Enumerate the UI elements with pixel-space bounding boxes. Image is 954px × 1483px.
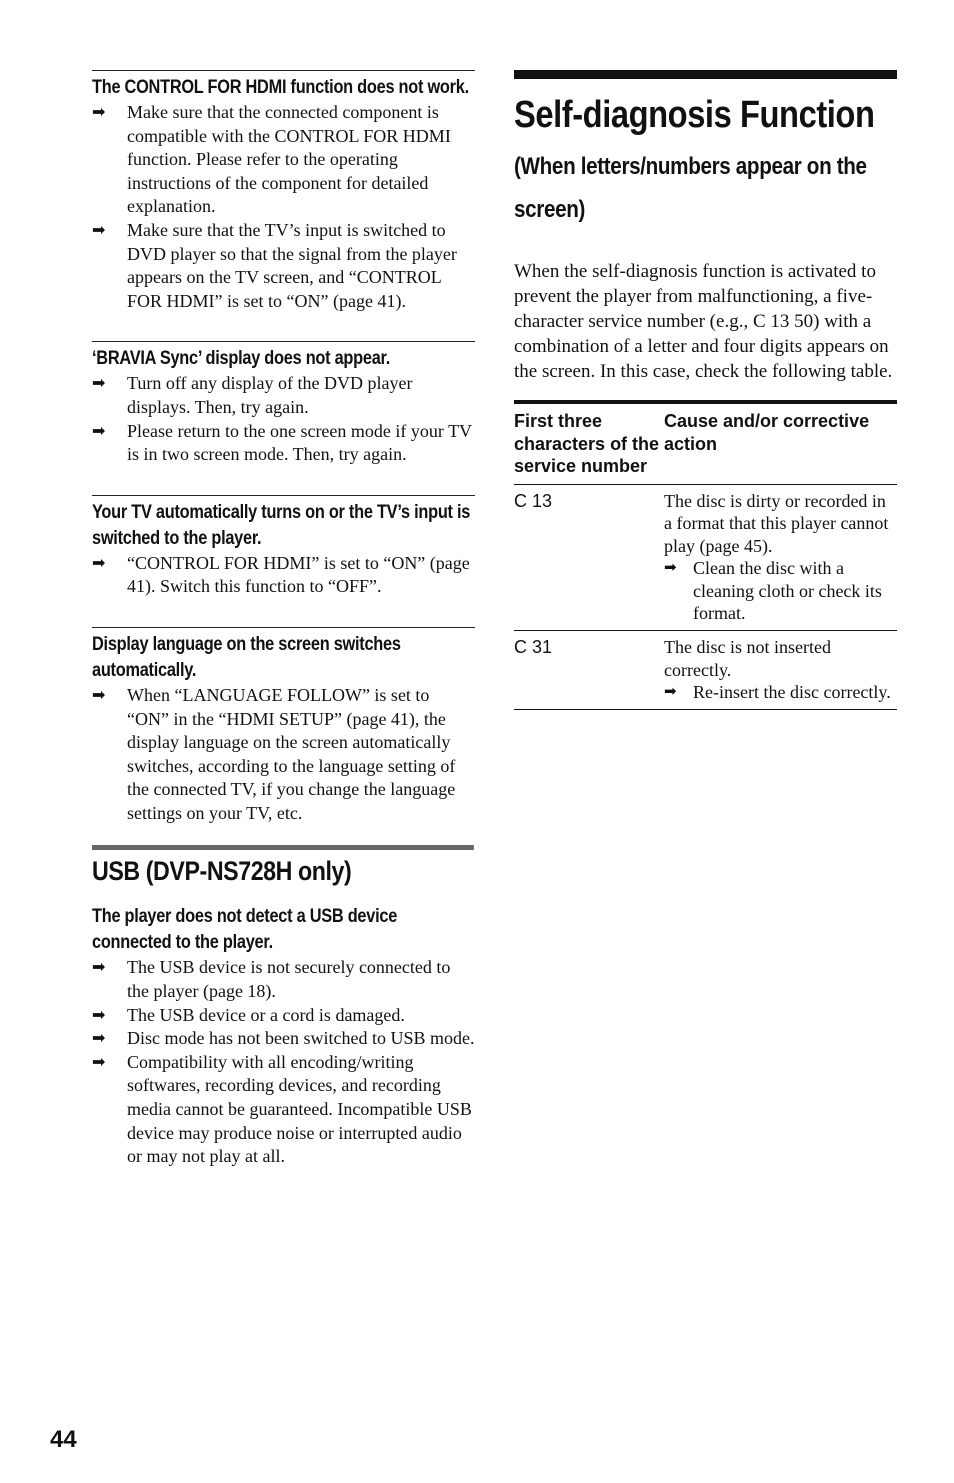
column-header-code: First three characters of the service number <box>514 402 664 484</box>
list-item-text: Turn off any display of the DVD player displays. Then, try again. <box>127 373 413 417</box>
cause-text: The disc is not inserted correctly. <box>664 637 831 680</box>
cause-cell <box>664 484 897 631</box>
list-item <box>92 956 475 1003</box>
list-item-text: Compatibility with all encoding/writing softwares, recording devices, and recording media cannot be guaranteed. Incompatible USB device may produce noise or interrupted audio or may not play at all. <box>127 1051 472 1167</box>
trouble-heading: Display language on the screen switches automatically. <box>92 633 401 681</box>
trouble-heading: The player does not detect a USB device connected to the player. <box>92 906 398 954</box>
right-arrow-icon: ➡ <box>92 1030 106 1048</box>
list-item <box>92 372 475 419</box>
right-arrow-icon: ➡ <box>92 104 106 121</box>
cause-cell <box>664 631 897 710</box>
table-row <box>514 631 897 710</box>
left-column <box>92 70 475 1169</box>
list-item <box>92 1004 475 1028</box>
service-code: C 13 <box>514 484 664 631</box>
heading-rule <box>514 70 897 79</box>
right-arrow-icon: ➡ <box>92 422 106 440</box>
right-arrow-icon: ➡ <box>92 1006 106 1024</box>
service-number-table <box>514 400 897 710</box>
cause-text: The disc is dirty or recorded in a format that this player cannot play (page 45). <box>664 490 889 556</box>
usb-section <box>92 845 475 1168</box>
intro-paragraph: When the self-diagnosis function is activated to prevent the player from malfunctioning, a five-character service number (e.g., C 13 50) with a combination of a letter and four digits appears on the screen. In this case, check the following table. <box>514 261 893 382</box>
list-item <box>92 101 475 219</box>
list-item <box>92 684 475 826</box>
right-arrow-icon: ➡ <box>92 375 106 393</box>
list-item <box>92 420 475 467</box>
list-item-text: The USB device is not securely connected to the player (page 18). <box>127 957 451 1002</box>
right-arrow-icon: ➡ <box>92 686 106 704</box>
list-item <box>92 1051 475 1169</box>
right-arrow-icon: ➡ <box>92 554 106 572</box>
list-item-text: When “LANGUAGE FOLLOW” is set to “ON” in the “HDMI SETUP” (page 41), the display language on the screen automatically switches, according to the language setting of the connected TV, if you change the language settings on your TV, etc. <box>127 684 456 823</box>
right-arrow-icon: ➡ <box>92 1053 106 1071</box>
right-column <box>514 70 897 710</box>
action-text: Re-insert the disc correctly. <box>693 682 891 703</box>
list-item-text: Disc mode has not been switched to USB mode. <box>127 1028 475 1049</box>
trouble-heading: Your TV automatically turns on or the TV’s input is switched to the player. <box>92 501 471 549</box>
list-item <box>92 219 475 313</box>
column-header-cause: Cause and/or corrective action <box>664 402 897 484</box>
trouble-heading: ‘BRAVIA Sync’ display does not appear. <box>92 348 391 370</box>
list-item <box>92 1027 475 1051</box>
list-item <box>92 552 475 599</box>
page-number: 44 <box>50 1426 77 1453</box>
action-text: Clean the disc with a cleaning cloth or check its format. <box>693 558 882 624</box>
trouble-section-tv-input <box>92 495 475 599</box>
trouble-section-bravia <box>92 341 475 466</box>
list-item-text: The USB device or a cord is damaged. <box>127 1004 405 1025</box>
list-item-text: Make sure that the connected component is compatible with the CONTROL FOR HDMI function. Please refer to the operating instructions of the component for detailed explanation. <box>127 102 451 217</box>
right-arrow-icon: ➡ <box>664 684 677 701</box>
table-row <box>514 484 897 631</box>
section-heading-usb: USB (DVP-NS728H only) <box>92 845 474 888</box>
table-header-row <box>514 402 897 484</box>
page-subtitle: (When letters/numbers appear on the screen) <box>514 153 867 223</box>
list-item-text: Make sure that the TV’s input is switched to DVD player so that the signal from the player appears on the TV screen, and “CONTROL FOR HDMI” is set to “ON” (page 41). <box>127 219 457 311</box>
list-item-text: “CONTROL FOR HDMI” is set to “ON” (page 41). Switch this function to “OFF”. <box>127 552 470 597</box>
service-code: C 31 <box>514 631 664 710</box>
trouble-heading: The CONTROL FOR HDMI function does not work. <box>92 77 469 98</box>
corrective-action <box>664 681 897 704</box>
right-arrow-icon: ➡ <box>664 560 677 577</box>
trouble-section-hdmi <box>92 70 475 313</box>
corrective-action <box>664 557 897 625</box>
trouble-section-language <box>92 627 475 826</box>
page-title: Self-diagnosis Function <box>514 94 875 136</box>
right-arrow-icon: ➡ <box>92 221 106 239</box>
list-item-text: Please return to the one screen mode if your TV is in two screen mode. Then, try again. <box>127 420 472 465</box>
right-arrow-icon: ➡ <box>92 959 106 977</box>
